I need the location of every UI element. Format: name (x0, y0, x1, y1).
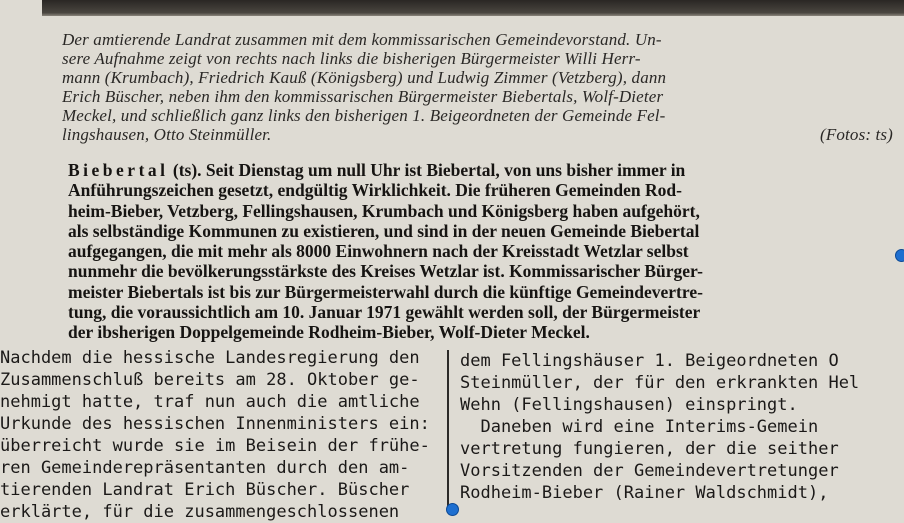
column-line: ren Gemeinderepräsentanten durch den am- (0, 458, 410, 478)
selection-handle-icon[interactable] (446, 503, 459, 516)
lead-line: Anführungszeichen gesetzt, endgültig Wirklichkeit. Die früheren Gemeinden Rod- (68, 180, 682, 201)
column-line: Daneben wird eine Interims-Gemein (460, 417, 819, 437)
column-line: dem Fellingshäuser 1. Beigeordneten O (460, 351, 839, 371)
photo-edge (42, 0, 904, 16)
column-line: Urkunde des hessischen Innenministers ein: (0, 414, 430, 434)
caption-line: Erich Büscher, neben ihm den kommissarischen Bürgermeister Biebertals, Wolf-Dieter (62, 87, 664, 106)
caption-line: Meckel, und schließlich ganz links den bisherigen 1. Beigeordneten der Gemeinde Fel- (62, 106, 666, 125)
body-column-left (0, 347, 440, 523)
lead-line: meister Biebertals ist bis zur Bürgermeisterwahl durch die künftige Gemeindevertre- (68, 281, 703, 302)
caption-line: mann (Krumbach), Friedrich Kauß (Königsberg) und Ludwig Zimmer (Vetzberg), dann (62, 68, 667, 87)
caption-line: lingshausen, Otto Steinmüller. (62, 125, 272, 144)
column-line: Zusammenschluß bereits am 28. Oktober ge- (0, 370, 420, 390)
lead-line: (ts). Seit Dienstag um null Uhr ist Biebertal, von uns bisher immer in (168, 160, 686, 180)
column-divider (447, 350, 449, 513)
caption-line: Der amtierende Landrat zusammen mit dem kommissarischen Gemeindevorstand. Un- (62, 30, 662, 49)
dateline-city: Biebertal (68, 160, 169, 180)
column-line: vertretung fungieren, der die seither (460, 439, 839, 459)
body-column-right (460, 350, 904, 504)
lead-first-line (68, 160, 904, 180)
column-line: Rodheim-Bieber (Rainer Waldschmidt), (460, 483, 829, 503)
column-line: Wehn (Fellingshausen) einspringt. (460, 395, 798, 415)
lead-paragraph (68, 160, 904, 343)
lead-line: heim-Bieber, Vetzberg, Fellingshausen, Krumbach und Königsberg haben aufgehört, (68, 200, 700, 221)
lead-line: der ibsherigen Doppelgemeinde Rodheim-Bieber, Wolf-Dieter Meckel. (68, 322, 590, 343)
selection-handle-icon[interactable] (895, 249, 904, 262)
lead-line: als selbständige Kommunen zu existieren, und sind in der neuen Gemeinde Biebertal (68, 220, 700, 241)
column-line: tierenden Landrat Erich Büscher. Büscher (0, 480, 410, 500)
column-line: erklärte, für die zusammengeschlossenen (0, 502, 400, 522)
caption-line: sere Aufnahme zeigt von rechts nach links die bisherigen Bürgermeister Willi Herr- (62, 49, 641, 68)
photo-credit: (Fotos: ts) (820, 125, 893, 144)
column-line: Nachdem die hessische Landesregierung den (0, 348, 420, 368)
lead-line: aufgegangen, die mit mehr als 8000 Einwohnern nach der Kreisstadt Wetzlar selbst (68, 241, 689, 262)
lead-line: nunmehr die bevölkerungsstärkste des Kreises Wetzlar ist. Kommissarischer Bürger- (68, 261, 703, 282)
column-line: Steinmüller, der für den erkrankten Hel (460, 373, 860, 393)
column-line: überreicht wurde sie im Beisein der frühe- (0, 436, 430, 456)
column-line: nehmigt hatte, traf nun auch die amtliche (0, 392, 420, 412)
column-line: Vorsitzenden der Gemeindevertretunger (460, 461, 839, 481)
lead-line: tung, die voraussichtlich am 10. Januar 1971 gewählt werden soll, der Bürgermeister (68, 302, 701, 323)
photo-caption (62, 30, 897, 144)
caption-last-line (62, 125, 897, 144)
